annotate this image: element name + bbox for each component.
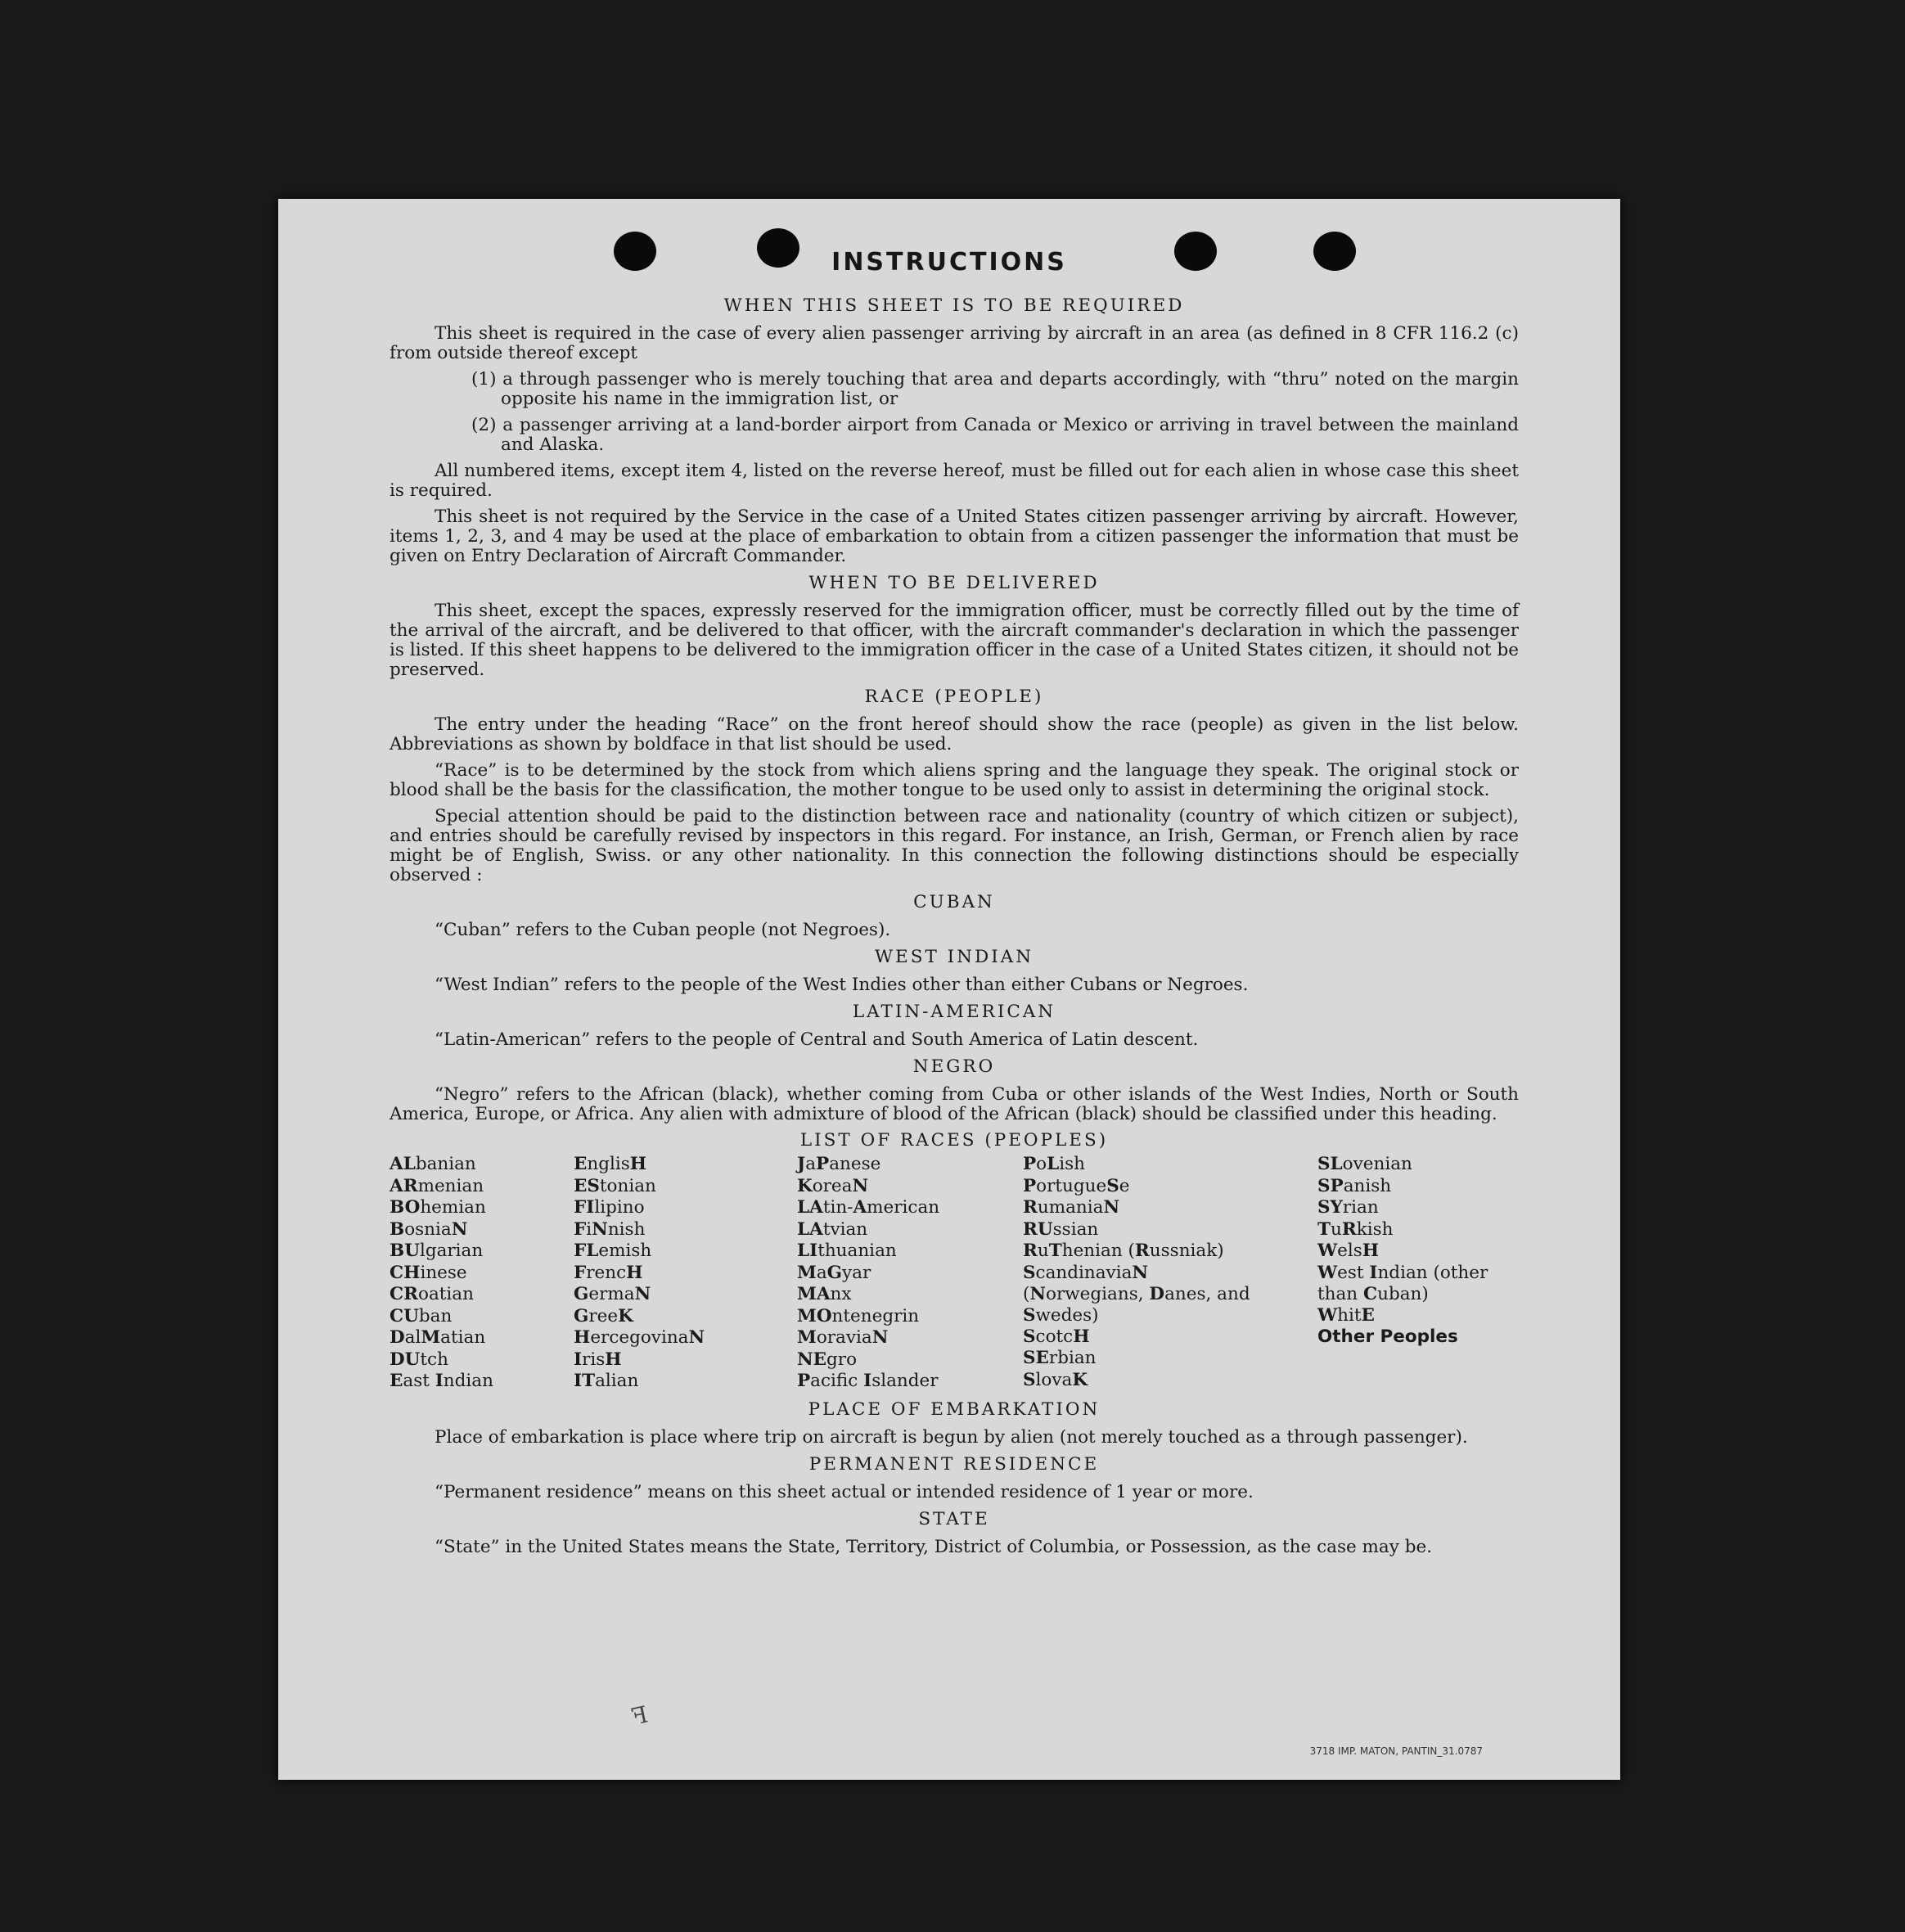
paragraph: Special attention should be paid to the distinction between race and nationality (country of which citizen or subject), and entries should be carefully revised by inspectors in this regard. For instance, an Irish, German, or French alien by race might be of English, Swiss. or any other nationality. In this connection the following distinctions should be especially observed :: [390, 806, 1519, 885]
paragraph: All numbered items, except item 4, listed on the reverse hereof, must be filled out for each alien in whose case this sheet is required.: [390, 461, 1519, 501]
race-entry: LAtin-American: [797, 1197, 940, 1218]
race-entry: DUtch: [390, 1349, 448, 1370]
paragraph: Place of embarkation is place where trip on aircraft is begun by alien (not merely touched as a through passenger).: [435, 1426, 1468, 1448]
paragraph: “State” in the United States means the State, Territory, District of Columbia, or Possession, as the case may be.: [435, 1536, 1433, 1557]
race-entry: SErbian: [1023, 1348, 1097, 1368]
race-entry: PortugueSe: [1023, 1175, 1130, 1196]
race-entry: PoLish: [1023, 1154, 1086, 1174]
section-heading: STATE: [918, 1508, 990, 1529]
race-entry: GermaN: [574, 1284, 651, 1304]
printer-imprint: 3718 IMP. MATON, PANTIN_31.0787: [1309, 1745, 1483, 1757]
race-entry: FLemish: [574, 1241, 652, 1261]
races-column: [797, 1154, 1023, 1393]
race-entry: Pacific Islander: [797, 1371, 939, 1391]
race-entry: LAtvian: [797, 1218, 868, 1240]
race-entry: SYrian: [1317, 1197, 1379, 1218]
race-entry: FiNnish: [574, 1218, 646, 1240]
list-item: (2) a passenger arriving at a land-border airport from Canada or Mexico or arriving in travel between the mainland and Alaska.: [471, 415, 1519, 455]
section-heading: CUBAN: [913, 892, 995, 912]
race-entry: SLovenian: [1317, 1154, 1412, 1174]
section-heading: LATIN-AMERICAN: [852, 1002, 1056, 1022]
section-heading: PLACE OF EMBARKATION: [808, 1398, 1101, 1420]
race-entry: DalMatian: [390, 1327, 486, 1348]
race-entry: SPanish: [1317, 1175, 1392, 1196]
race-entry: CRoatian: [390, 1284, 474, 1304]
race-entry: MAnx: [797, 1284, 852, 1304]
race-entry: EnglisH: [574, 1154, 647, 1174]
paragraph: “Negro” refers to the African (black), whether coming from Cuba or other islands of the West Indies, North or South America, Europe, or Africa. Any alien with admixture of blood of the African (black) should be classified under this heading.: [390, 1084, 1519, 1124]
races-column: [390, 1154, 574, 1393]
race-entry: KoreaN: [797, 1175, 869, 1196]
race-entry: ScandinaviaN (Norwegians, Danes, and Swedes): [1023, 1262, 1250, 1326]
race-entry: RUssian: [1023, 1218, 1099, 1240]
race-entry: BosniaN: [390, 1218, 468, 1240]
races-column: [1023, 1154, 1317, 1393]
race-entry: East Indian: [390, 1371, 493, 1391]
section-heading: WEST INDIAN: [874, 947, 1034, 967]
races-list: [390, 1154, 1519, 1393]
race-entry: ALbanian: [390, 1154, 476, 1174]
race-entry: EStonian: [574, 1175, 656, 1196]
race-entry: LIthuanian: [797, 1241, 897, 1261]
race-entry: CUban: [390, 1305, 453, 1326]
section-heading: WHEN THIS SHEET IS TO BE REQUIRED: [723, 295, 1185, 316]
race-entry: ARmenian: [390, 1175, 484, 1196]
paragraph: “Race” is to be determined by the stock from which aliens spring and the language they speak. The original stock or blood shall be the basis for the classification, the mother tongue to be used only to assist in determining the original stock.: [390, 760, 1519, 800]
race-entry: BOhemian: [390, 1197, 486, 1218]
paragraph: “West Indian” refers to the people of the West Indies other than either Cubans or Negroes.: [435, 975, 1249, 995]
race-entry: WhitE: [1317, 1304, 1375, 1326]
race-entry: NEgro: [797, 1349, 858, 1370]
section-heading: WHEN TO BE DELIVERED: [808, 573, 1100, 593]
race-entry: FIlipino: [574, 1197, 645, 1218]
paragraph: “Latin-American” refers to the people of Central and South America of Latin descent.: [435, 1029, 1199, 1050]
document-title: INSTRUCTIONS: [831, 248, 1067, 277]
race-entry: IrisH: [574, 1349, 622, 1370]
race-entry: West Indian (other than Cuban): [1317, 1262, 1488, 1304]
race-entry: MOntenegrin: [797, 1305, 920, 1326]
handwritten-mark: ꟻ: [628, 1700, 651, 1731]
race-entry: ITalian: [574, 1371, 639, 1391]
section-heading: RACE (PEOPLE): [864, 687, 1044, 707]
paragraph: This sheet is not required by the Service in the case of a United States citizen passenger arriving by aircraft. However, items 1, 2, 3, and 4 may be used at the place of embarkation to obtain from a citizen passenger the information that must be given on Entry Declaration of Aircraft Commander.: [390, 507, 1519, 566]
race-entry: MaGyar: [797, 1262, 871, 1283]
paragraph: This sheet, except the spaces, expressly reserved for the immigration officer, must be correctly filled out by the time of the arrival of the aircraft, and be delivered to that officer, with the aircraft commander's declaration in which the passenger is listed. If this sheet happens to be delivered to the immigration officer in the case of a United States citizen, it should not be preserved.: [390, 601, 1519, 680]
paragraph: “Permanent residence” means on this sheet actual or intended residence of 1 year or more.: [435, 1481, 1254, 1502]
paragraph: The entry under the heading “Race” on the front hereof should show the race (people) as given in the list below. Abbreviations as shown by boldface in that list should be used.: [390, 714, 1519, 754]
section-heading: PERMANENT RESIDENCE: [808, 1453, 1100, 1475]
list-item: (1) a through passenger who is merely touching that area and departs accordingly, with “thru” noted on the margin opposite his name in the immigration list, or: [471, 369, 1519, 409]
section-heading: NEGRO: [912, 1056, 996, 1077]
document-page: [278, 199, 1620, 1780]
race-entry: GreeK: [574, 1305, 633, 1326]
race-entry: WelsH: [1317, 1241, 1380, 1261]
races-column: [574, 1154, 797, 1393]
race-entry: Other Peoples: [1317, 1326, 1458, 1347]
races-column: [1317, 1154, 1519, 1393]
race-entry: MoraviaN: [797, 1327, 889, 1348]
document-body: [390, 289, 1519, 1564]
race-entry: RuThenian (Russniak): [1023, 1241, 1224, 1261]
paragraph: “Cuban” refers to the Cuban people (not Negroes).: [435, 920, 891, 940]
race-entry: BUlgarian: [390, 1241, 484, 1261]
race-entry: SlovaK: [1023, 1369, 1088, 1390]
race-entry: CHinese: [390, 1262, 467, 1283]
paragraph: This sheet is required in the case of every alien passenger arriving by aircraft in an area (as defined in 8 CFR 116.2 (c) from outside thereof except: [390, 323, 1519, 363]
race-entry: TuRkish: [1317, 1218, 1394, 1240]
race-entry: ScotcH: [1023, 1326, 1090, 1347]
section-heading: LIST OF RACES (PEOPLES): [799, 1130, 1109, 1151]
race-entry: JaPanese: [797, 1154, 881, 1174]
race-entry: RumaniaN: [1023, 1197, 1120, 1218]
race-entry: HercegovinaN: [574, 1327, 705, 1348]
race-entry: FrencH: [574, 1262, 643, 1283]
